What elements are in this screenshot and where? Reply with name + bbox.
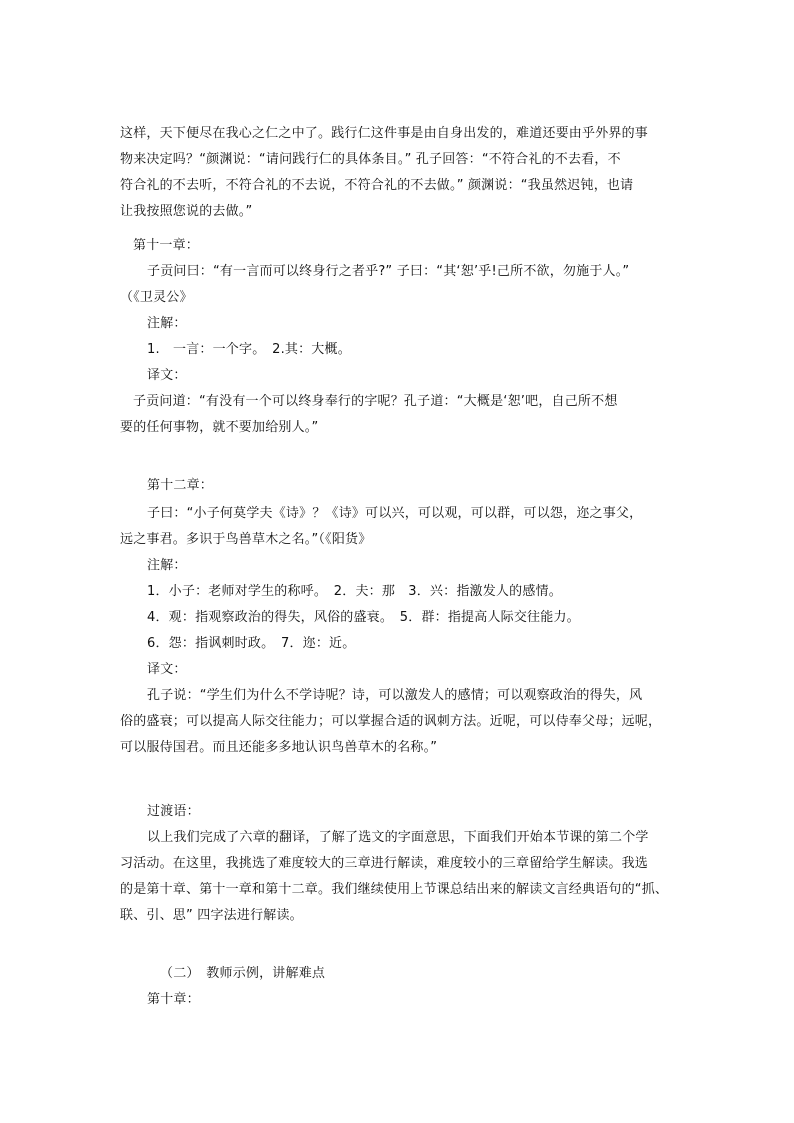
paragraph-line: 让我按照您说的去做。” [120, 204, 253, 219]
chapter-heading: 第十二章： [147, 478, 214, 493]
paragraph-line: 孔子说：“学生们为什么不学诗呢？诗，可以激发人的感情；可以观察政治的得失，风 [147, 688, 643, 703]
paragraph-line: 可以服侍国君。而且还能多多地认识鸟兽草木的名称。” [120, 740, 438, 755]
chapter-heading: 第十一章： [133, 238, 200, 253]
paragraph-line: 符合礼的不去听，不符合礼的不去说，不符合礼的不去做。” 颜渊说：“我虽然迟钝，也请 [120, 178, 634, 193]
note-line: 4．观：指观察政治的得失，风俗的盛衰。 5．群：指提高人际交往能力。 [147, 610, 580, 625]
chapter-heading: 第十章： [147, 992, 200, 1007]
paragraph-line: 联、引、思” 四字法进行解读。 [120, 908, 303, 923]
paragraph-line: 的是第十章、第十一章和第十二章。我们继续使用上节课总结出来的解读文言经典语句的“抓、 [120, 882, 669, 897]
paragraph-line: 远之事君。多识于鸟兽草木之名。”（《阳货》 [120, 532, 372, 547]
paragraph-line: 子曰：“小子何莫学夫《诗》？《诗》可以兴，可以观，可以群，可以怨，迩之事父， [147, 506, 643, 521]
transition-heading: 过渡语： [147, 804, 200, 819]
note-line: 1. 一言：一个字。 2.其：大概。 [147, 342, 351, 357]
section-label: 注解： [147, 558, 187, 573]
paragraph-line: 子贡问曰：“有一言而可以终身行之者乎?” 子曰：“其‘恕’乎!己所不欲，勿施于人。” [147, 264, 630, 279]
paragraph-line: 子贡问道：“有没有一个可以终身奉行的字呢？孔子道：“大概是‘恕’吧，自己所不想 [133, 394, 618, 409]
paragraph-line: 习活动。在这里，我挑选了难度较大的三章进行解读，难度较小的三章留给学生解读。我选 [120, 856, 649, 871]
paragraph-line: （《卫灵公》 [120, 290, 193, 305]
note-line: 1．小子：老师对学生的称呼。 2．夫：那 3．兴：指激发人的感情。 [147, 584, 562, 599]
section-label: 注解： [147, 316, 187, 331]
paragraph-line: 要的任何事物，就不要加给别人。” [120, 420, 319, 435]
section-label: 译文： [147, 662, 187, 677]
section-label: 译文： [147, 368, 187, 383]
paragraph-line: 以上我们完成了六章的翻译，了解了选文的字面意思，下面我们开始本节课的第二个学 [147, 830, 649, 845]
paragraph-line: 俗的盛衰；可以提高人际交往能力；可以掌握合适的讽刺方法。近呢，可以侍奉父母；远呢， [120, 714, 662, 729]
paragraph-line: 这样，天下便尽在我心之仁之中了。践行仁这件事是由自身出发的，难道还要由乎外界的事 [120, 126, 649, 141]
note-line: 6．怨：指讽刺时政。 7．迩：近。 [147, 636, 356, 651]
section-heading: （二） 教师示例，讲解难点 [160, 966, 326, 981]
paragraph-line: 物来决定吗？“颜渊说：“请问践行仁的具体条目。” 孔子回答：“不符合礼的不去看，不 [120, 152, 621, 167]
